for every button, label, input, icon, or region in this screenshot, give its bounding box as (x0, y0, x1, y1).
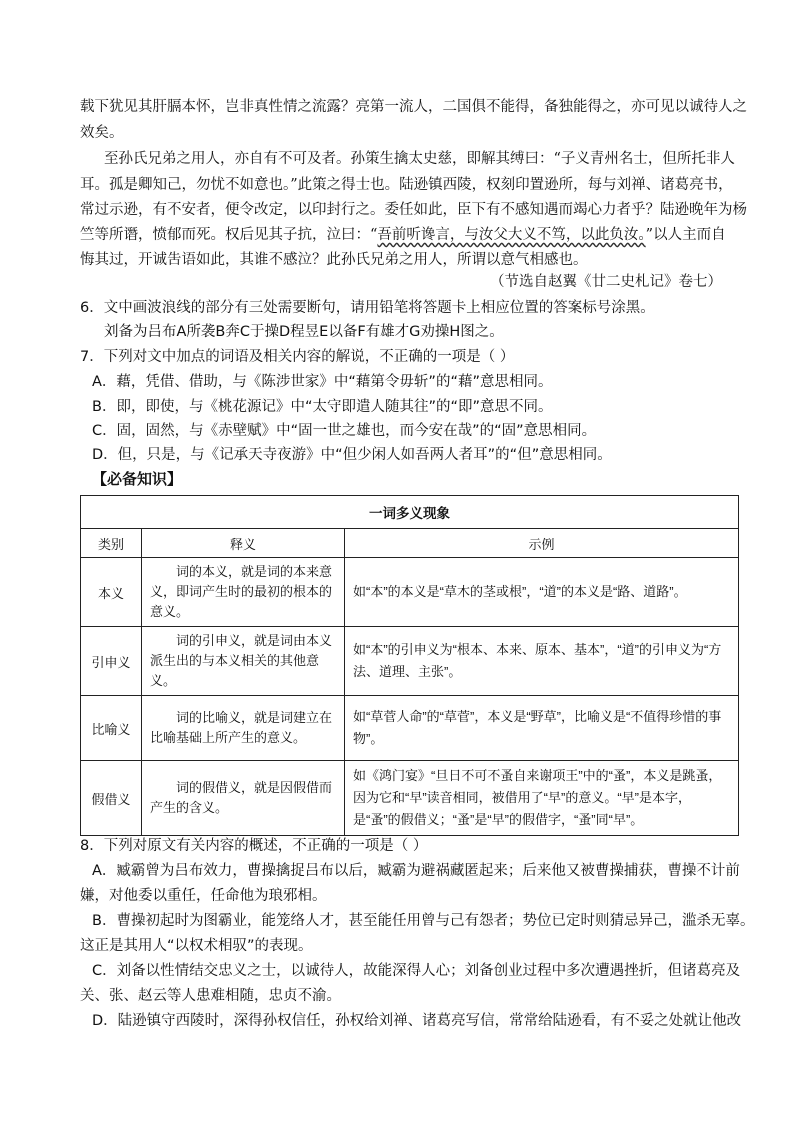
q7-option-b: B．即，即使，与《桃花源记》中“太守即遣人随其往”的“即”意思不同。 (92, 399, 553, 415)
row-category: 本义 (81, 558, 142, 627)
row-definition: 词的引申义，就是词由本义派生出的与本义相关的其他意义。 (142, 627, 345, 696)
passage-text: ”以人主而自 (645, 227, 726, 243)
passage-text: 竺等所谮，愤郁而死。权后见其子抗，泣曰：“ (80, 227, 378, 243)
row-category: 引申义 (81, 627, 142, 696)
passage-line-1: 载下犹见其肝膈本怀，岂非真性情之流露？亮第一流人，二国俱不能得，备独能得之，亦可见以诚待人之 (80, 99, 747, 115)
header-example: 示例 (345, 529, 739, 558)
table-row (81, 558, 739, 627)
passage-para2-line-2: 耳。孤是卿知己，勿忧不如意也。”此策之得士也。陆逊镇西陵，权刻印置逊所，每与刘禅、诸葛亮书， (80, 177, 733, 193)
q7-option-a: A．藉，凭借、借助，与《陈涉世家》中“藉第令毋斩”的“藉”意思相同。 (92, 374, 553, 390)
row-example: 如“本”的本义是“草木的茎或根”，“道”的本义是“路、道路”。 (345, 558, 739, 627)
passage-para2-line-5: 悔其过，开诚吿语如此，其谁不感泣？此孙氏兄弟之用人，所谓以意气相感也。 (80, 252, 588, 268)
row-definition: 词的假借义，就是因假借而产生的含义。 (142, 761, 345, 836)
passage-line-2: 效矣。 (80, 125, 124, 141)
row-category: 比喻义 (81, 696, 142, 761)
q8-option-a-line-1: A．臧霸曾为吕布效力，曹操擒捉吕布以后，臧霸为避祸藏匿起来；后来他又被曹操捕获，曹操不计前 (92, 863, 740, 879)
underlined-sentence: 吾前听谗言，与汝父大义不笃，以此负汝。 (377, 227, 646, 243)
knowledge-heading: 【必备知识】 (92, 470, 183, 488)
passage-para2-line-4 (80, 225, 726, 245)
row-definition: 词的本义，就是词的本来意义，即词产生时的最初的根本的意义。 (142, 558, 345, 627)
header-definition: 释义 (142, 529, 345, 558)
passage-source: （节选自赵翼《廿二史札记》卷七） (490, 274, 722, 290)
table-row (81, 761, 739, 836)
q8-option-c-line-2: 关、张、赵云等人患难相随，忠贞不渝。 (80, 988, 341, 1004)
header-category: 类别 (81, 529, 142, 558)
q7-option-c: C．固，固然，与《赤壁赋》中“固一世之雄也，而今安在哉”的“固”意思相同。 (92, 423, 597, 439)
dotted-word-dan: 但 (662, 151, 677, 167)
q7-stem: 7．下列对文中加点的词语及相关内容的解说，不正确的一项是（ ） (80, 349, 515, 365)
passage-para2-line-1 (104, 149, 735, 169)
passage-para2-line-3: 常过示逊，有不安者，便令改定，以印封行之。委任如此，臣下有不感知遇而竭心力者乎？陆逊晚年为杨 (80, 202, 747, 218)
row-category: 假借义 (81, 761, 142, 836)
table-title: 一词多义现象 (81, 496, 739, 529)
passage-text: 所托非人 (676, 151, 735, 167)
table-row (81, 627, 739, 696)
q6-sentence: 刘备为吕布A所袭B奔C于操D程昱E以备F有雄才G劝操H图之。 (104, 324, 504, 340)
q6-stem: 6．文中画波浪线的部分有三处需要断句，请用铅笔将答题卡上相应位置的答案标号涂黑。 (80, 300, 655, 316)
q8-stem: 8．下列对原文有关内容的概述，不正确的一项是（ ） (80, 838, 428, 854)
row-definition: 词的比喻义，就是词建立在比喻基础上所产生的意义。 (142, 696, 345, 761)
q8-option-a-line-2: 嫌，对他委以重任，任命他为琅邪相。 (80, 888, 327, 904)
q8-option-d-line-1: D．陆逊镇守西陵时，深得孙权信任，孙权给刘禅、诸葛亮写信，常常给陆逊看，有不妥之处就让他改 (92, 1013, 742, 1029)
q8-option-b-line-1: B．曹操初起时为图霸业，能笼络人才，甚至能任用曾与己有怨者；势位已定时则猜忌异己，滥杀无辜。 (92, 913, 755, 929)
row-example: 如“草菅人命”的“草菅”，本义是“野草”，比喻义是“不值得珍惜的事物”。 (345, 696, 739, 761)
passage-text: 至孙氏兄弟之用人，亦自有不可及者。孙策生擒太史慈，即解其缚曰：“子义青州名士， (104, 151, 663, 167)
row-example: 如《鸿门宴》“旦日不可不蚤自来谢项王”中的“蚤”，本义是跳蚤，因为它和“早”读音相同，被借用了“早”的意义。“早”是本字，是“蚤”的假借义；“蚤”是“早”的假借字，“蚤”同“早”。 (345, 761, 739, 836)
q8-option-b-line-2: 这正是其用人“以权术相驭”的表现。 (80, 938, 313, 954)
table-row (81, 696, 739, 761)
q7-option-d: D．但，只是，与《记承天寺夜游》中“但少闲人如吾两人者耳”的“但”意思相同。 (92, 447, 612, 463)
row-example: 如“本”的引申义为“根本、本来、原本、基本”，“道”的引申义为“方法、道理、主张”。 (345, 627, 739, 696)
polysemy-table (80, 495, 739, 836)
q8-option-c-line-1: C．刘备以性情结交忠义之士，以诚待人，故能深得人心；刘备创业过程中多次遭遇挫折，但诸葛亮及 (92, 963, 741, 979)
